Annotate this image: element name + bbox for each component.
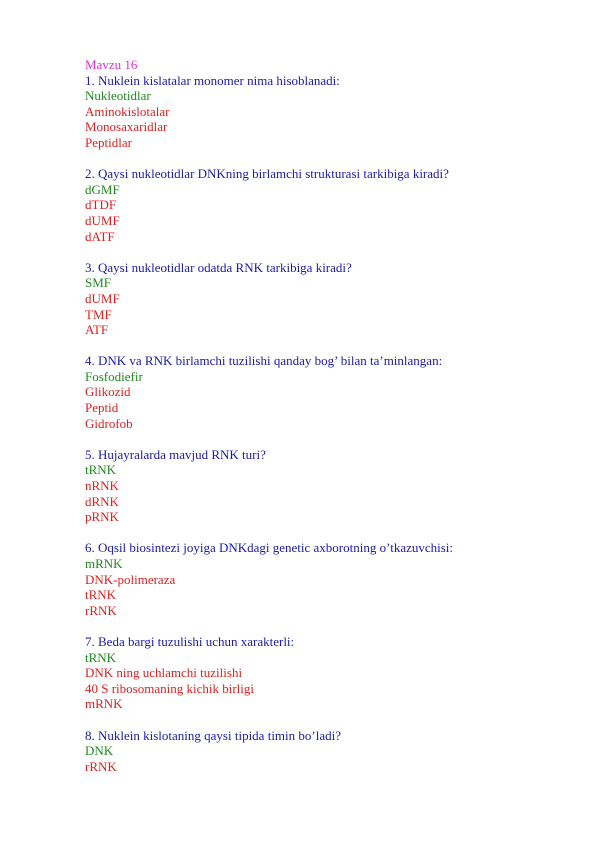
answer-correct: dGMF <box>85 181 120 197</box>
answer-option: ATF <box>85 322 109 338</box>
answer-option: Monosaxaridlar <box>85 119 168 135</box>
answer-option: pRNK <box>85 509 119 525</box>
question-text: 1. Nuklein kislatalar monomer nima hisoblanadi: <box>85 72 340 88</box>
question-block-7 <box>85 634 565 712</box>
answer-option: Peptid <box>85 400 119 416</box>
answer-option: dRNK <box>85 493 119 509</box>
question-text: 7. Beda bargi tuzulishi uchun xarakterli: <box>85 633 295 649</box>
question-block-1 <box>85 73 565 151</box>
answer-option: Gidrofob <box>85 415 133 431</box>
answer-option: TMF <box>85 306 112 322</box>
document-page <box>85 57 565 790</box>
answer-option: dTDF <box>85 197 117 213</box>
question-block-4 <box>85 353 565 431</box>
question-block-3 <box>85 260 565 338</box>
answer-option: rRNK <box>85 602 117 618</box>
answer-option: Peptidlar <box>85 134 132 150</box>
question-text: 5. Hujayralarda mavjud RNK turi? <box>85 446 266 462</box>
question-block-5 <box>85 447 565 525</box>
question-text: 2. Qaysi nukleotidlar DNKning birlamchi strukturasi tarkibiga kiradi? <box>85 166 449 182</box>
answer-correct: DNK <box>85 743 114 759</box>
question-text: 8. Nuklein kislotaning qaysi tipida timin bo’ladi? <box>85 727 341 743</box>
answer-correct: Fosfodiefir <box>85 368 143 384</box>
question-block-8 <box>85 728 565 775</box>
answer-correct: tRNK <box>85 649 117 665</box>
question-block-2 <box>85 166 565 244</box>
answer-option: dUMF <box>85 212 120 228</box>
answer-option: DNK ning uchlamchi tuzilishi <box>85 665 243 681</box>
answer-correct: tRNK <box>85 462 117 478</box>
answer-option: Aminokislotalar <box>85 103 170 119</box>
answer-correct: Nukleotidlar <box>85 88 151 104</box>
answer-option: DNK-polimeraza <box>85 571 176 587</box>
question-text: 4. DNK va RNK birlamchi tuzilishi qanday bog’ bilan ta’minlangan: <box>85 353 443 369</box>
answer-option: nRNK <box>85 478 119 494</box>
answer-option: 40 S ribosomaning kichik birligi <box>85 680 254 696</box>
answer-option: Glikozid <box>85 384 131 400</box>
answer-option: mRNK <box>85 696 123 712</box>
answer-correct: mRNK <box>85 556 123 571</box>
answer-correct: SMF <box>85 275 112 291</box>
topic-title: Mavzu 16 <box>85 57 138 72</box>
question-text: 3. Qaysi nukleotidlar odatda RNK tarkibiga kiradi? <box>85 259 352 275</box>
question-text: 6. Oqsil biosintezi joyiga DNKdagi genetic axborotning o’tkazuvchisi: <box>85 540 454 556</box>
answer-option: rRNK <box>85 758 117 774</box>
answer-option: dATF <box>85 228 115 244</box>
question-block-6 <box>85 540 565 618</box>
answer-option: dUMF <box>85 290 120 306</box>
answer-option: tRNK <box>85 587 117 603</box>
